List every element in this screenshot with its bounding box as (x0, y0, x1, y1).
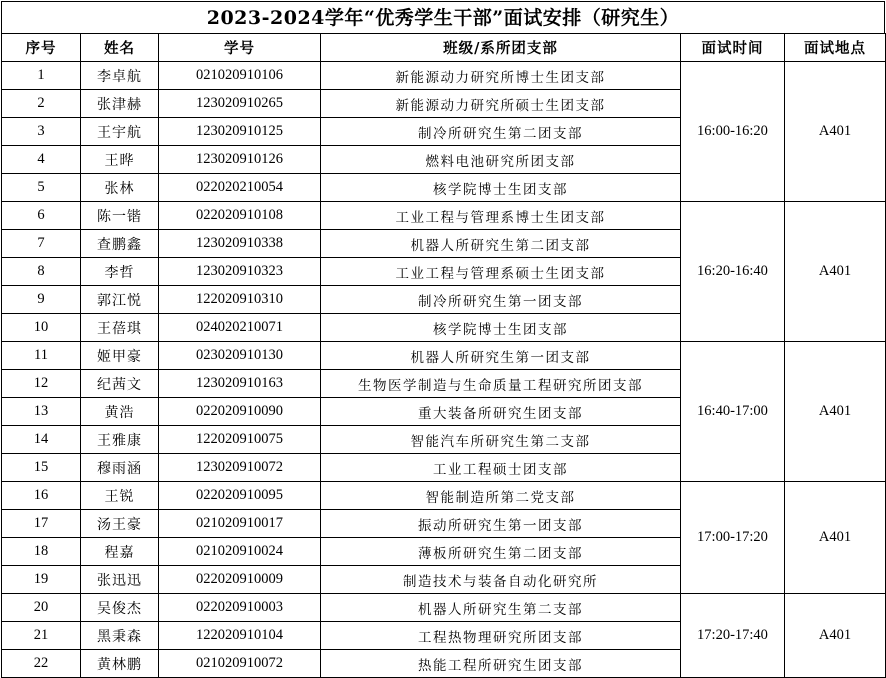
row-index: 7 (2, 230, 81, 258)
row-index: 22 (2, 650, 81, 678)
header-student-id: 学号 (159, 34, 321, 62)
row-index: 18 (2, 538, 81, 566)
row-student-id: 021020910017 (159, 510, 321, 538)
row-index: 6 (2, 202, 81, 230)
table-row (2, 202, 886, 230)
group-time: 17:20-17:40 (681, 594, 785, 678)
row-name: 黄浩 (81, 398, 159, 426)
row-name: 穆雨涵 (81, 454, 159, 482)
row-branch: 燃料电池研究所团支部 (321, 146, 681, 174)
interview-schedule-document (1, 1, 885, 678)
row-student-id: 022020910108 (159, 202, 321, 230)
row-branch: 重大装备所研究生团支部 (321, 398, 681, 426)
row-branch: 新能源动力研究所博士生团支部 (321, 62, 681, 90)
row-name: 汤王豪 (81, 510, 159, 538)
row-name: 黑秉森 (81, 622, 159, 650)
row-name: 陈一锴 (81, 202, 159, 230)
row-branch: 制造技术与装备自动化研究所 (321, 566, 681, 594)
row-index: 16 (2, 482, 81, 510)
table-row (2, 342, 886, 370)
row-student-id: 022020910003 (159, 594, 321, 622)
row-name: 李哲 (81, 258, 159, 286)
row-student-id: 122020910075 (159, 426, 321, 454)
group-time: 16:00-16:20 (681, 62, 785, 202)
row-index: 15 (2, 454, 81, 482)
row-index: 21 (2, 622, 81, 650)
row-student-id: 024020210071 (159, 314, 321, 342)
group-time: 16:40-17:00 (681, 342, 785, 482)
row-branch: 制冷所研究生第一团支部 (321, 286, 681, 314)
row-branch: 新能源动力研究所硕士生团支部 (321, 90, 681, 118)
table-row (2, 594, 886, 622)
row-name: 纪茜文 (81, 370, 159, 398)
row-student-id: 123020910338 (159, 230, 321, 258)
header-branch: 班级/系所团支部 (321, 34, 681, 62)
row-index: 14 (2, 426, 81, 454)
row-student-id: 123020910125 (159, 118, 321, 146)
row-name: 王宇航 (81, 118, 159, 146)
group-place: A401 (785, 482, 886, 594)
row-branch: 生物医学制造与生命质量工程研究所团支部 (321, 370, 681, 398)
row-index: 8 (2, 258, 81, 286)
row-student-id: 022020210054 (159, 174, 321, 202)
row-branch: 核学院博士生团支部 (321, 174, 681, 202)
table-row (2, 62, 886, 90)
row-name: 程嘉 (81, 538, 159, 566)
row-branch: 工业工程与管理系硕士生团支部 (321, 258, 681, 286)
row-student-id: 022020910090 (159, 398, 321, 426)
row-student-id: 021020910106 (159, 62, 321, 90)
row-index: 19 (2, 566, 81, 594)
row-index: 13 (2, 398, 81, 426)
header-name: 姓名 (81, 34, 159, 62)
group-time: 17:00-17:20 (681, 482, 785, 594)
row-name: 张林 (81, 174, 159, 202)
row-branch: 振动所研究生第一团支部 (321, 510, 681, 538)
row-branch: 薄板所研究生第二团支部 (321, 538, 681, 566)
row-branch: 机器人所研究生第一团支部 (321, 342, 681, 370)
row-index: 1 (2, 62, 81, 90)
row-student-id: 022020910095 (159, 482, 321, 510)
group-place: A401 (785, 62, 886, 202)
row-branch: 工程热物理研究所团支部 (321, 622, 681, 650)
row-branch: 工业工程与管理系博士生团支部 (321, 202, 681, 230)
row-index: 4 (2, 146, 81, 174)
row-name: 李卓航 (81, 62, 159, 90)
header-index: 序号 (2, 34, 81, 62)
row-name: 郭江悦 (81, 286, 159, 314)
header-time: 面试时间 (681, 34, 785, 62)
row-branch: 智能汽车所研究生第二支部 (321, 426, 681, 454)
document-title: 2023-2024学年“优秀学生干部”面试安排（研究生） (1, 1, 885, 33)
row-student-id: 122020910104 (159, 622, 321, 650)
row-branch: 制冷所研究生第二团支部 (321, 118, 681, 146)
row-name: 张迅迅 (81, 566, 159, 594)
row-student-id: 123020910323 (159, 258, 321, 286)
row-name: 张津赫 (81, 90, 159, 118)
group-place: A401 (785, 342, 886, 482)
row-name: 查鹏鑫 (81, 230, 159, 258)
row-branch: 机器人所研究生第二支部 (321, 594, 681, 622)
row-name: 黄林鹏 (81, 650, 159, 678)
row-name: 王雅康 (81, 426, 159, 454)
row-index: 17 (2, 510, 81, 538)
row-student-id: 123020910265 (159, 90, 321, 118)
row-index: 11 (2, 342, 81, 370)
row-index: 5 (2, 174, 81, 202)
row-student-id: 123020910072 (159, 454, 321, 482)
group-place: A401 (785, 594, 886, 678)
row-branch: 热能工程所研究生团支部 (321, 650, 681, 678)
table-row (2, 482, 886, 510)
row-name: 吴俊杰 (81, 594, 159, 622)
group-time: 16:20-16:40 (681, 202, 785, 342)
row-branch: 机器人所研究生第二团支部 (321, 230, 681, 258)
row-index: 2 (2, 90, 81, 118)
row-student-id: 123020910163 (159, 370, 321, 398)
row-index: 10 (2, 314, 81, 342)
row-branch: 智能制造所第二党支部 (321, 482, 681, 510)
row-branch: 核学院博士生团支部 (321, 314, 681, 342)
row-name: 王蓓琪 (81, 314, 159, 342)
header-row (2, 34, 886, 62)
row-name: 姬甲豪 (81, 342, 159, 370)
row-name: 王锐 (81, 482, 159, 510)
row-branch: 工业工程硕士团支部 (321, 454, 681, 482)
row-index: 20 (2, 594, 81, 622)
row-student-id: 123020910126 (159, 146, 321, 174)
row-index: 9 (2, 286, 81, 314)
row-student-id: 022020910009 (159, 566, 321, 594)
row-student-id: 021020910072 (159, 650, 321, 678)
header-place: 面试地点 (785, 34, 886, 62)
row-student-id: 023020910130 (159, 342, 321, 370)
row-name: 王晔 (81, 146, 159, 174)
row-student-id: 021020910024 (159, 538, 321, 566)
schedule-body (2, 62, 886, 678)
row-index: 12 (2, 370, 81, 398)
schedule-table (1, 33, 886, 678)
row-student-id: 122020910310 (159, 286, 321, 314)
group-place: A401 (785, 202, 886, 342)
row-index: 3 (2, 118, 81, 146)
